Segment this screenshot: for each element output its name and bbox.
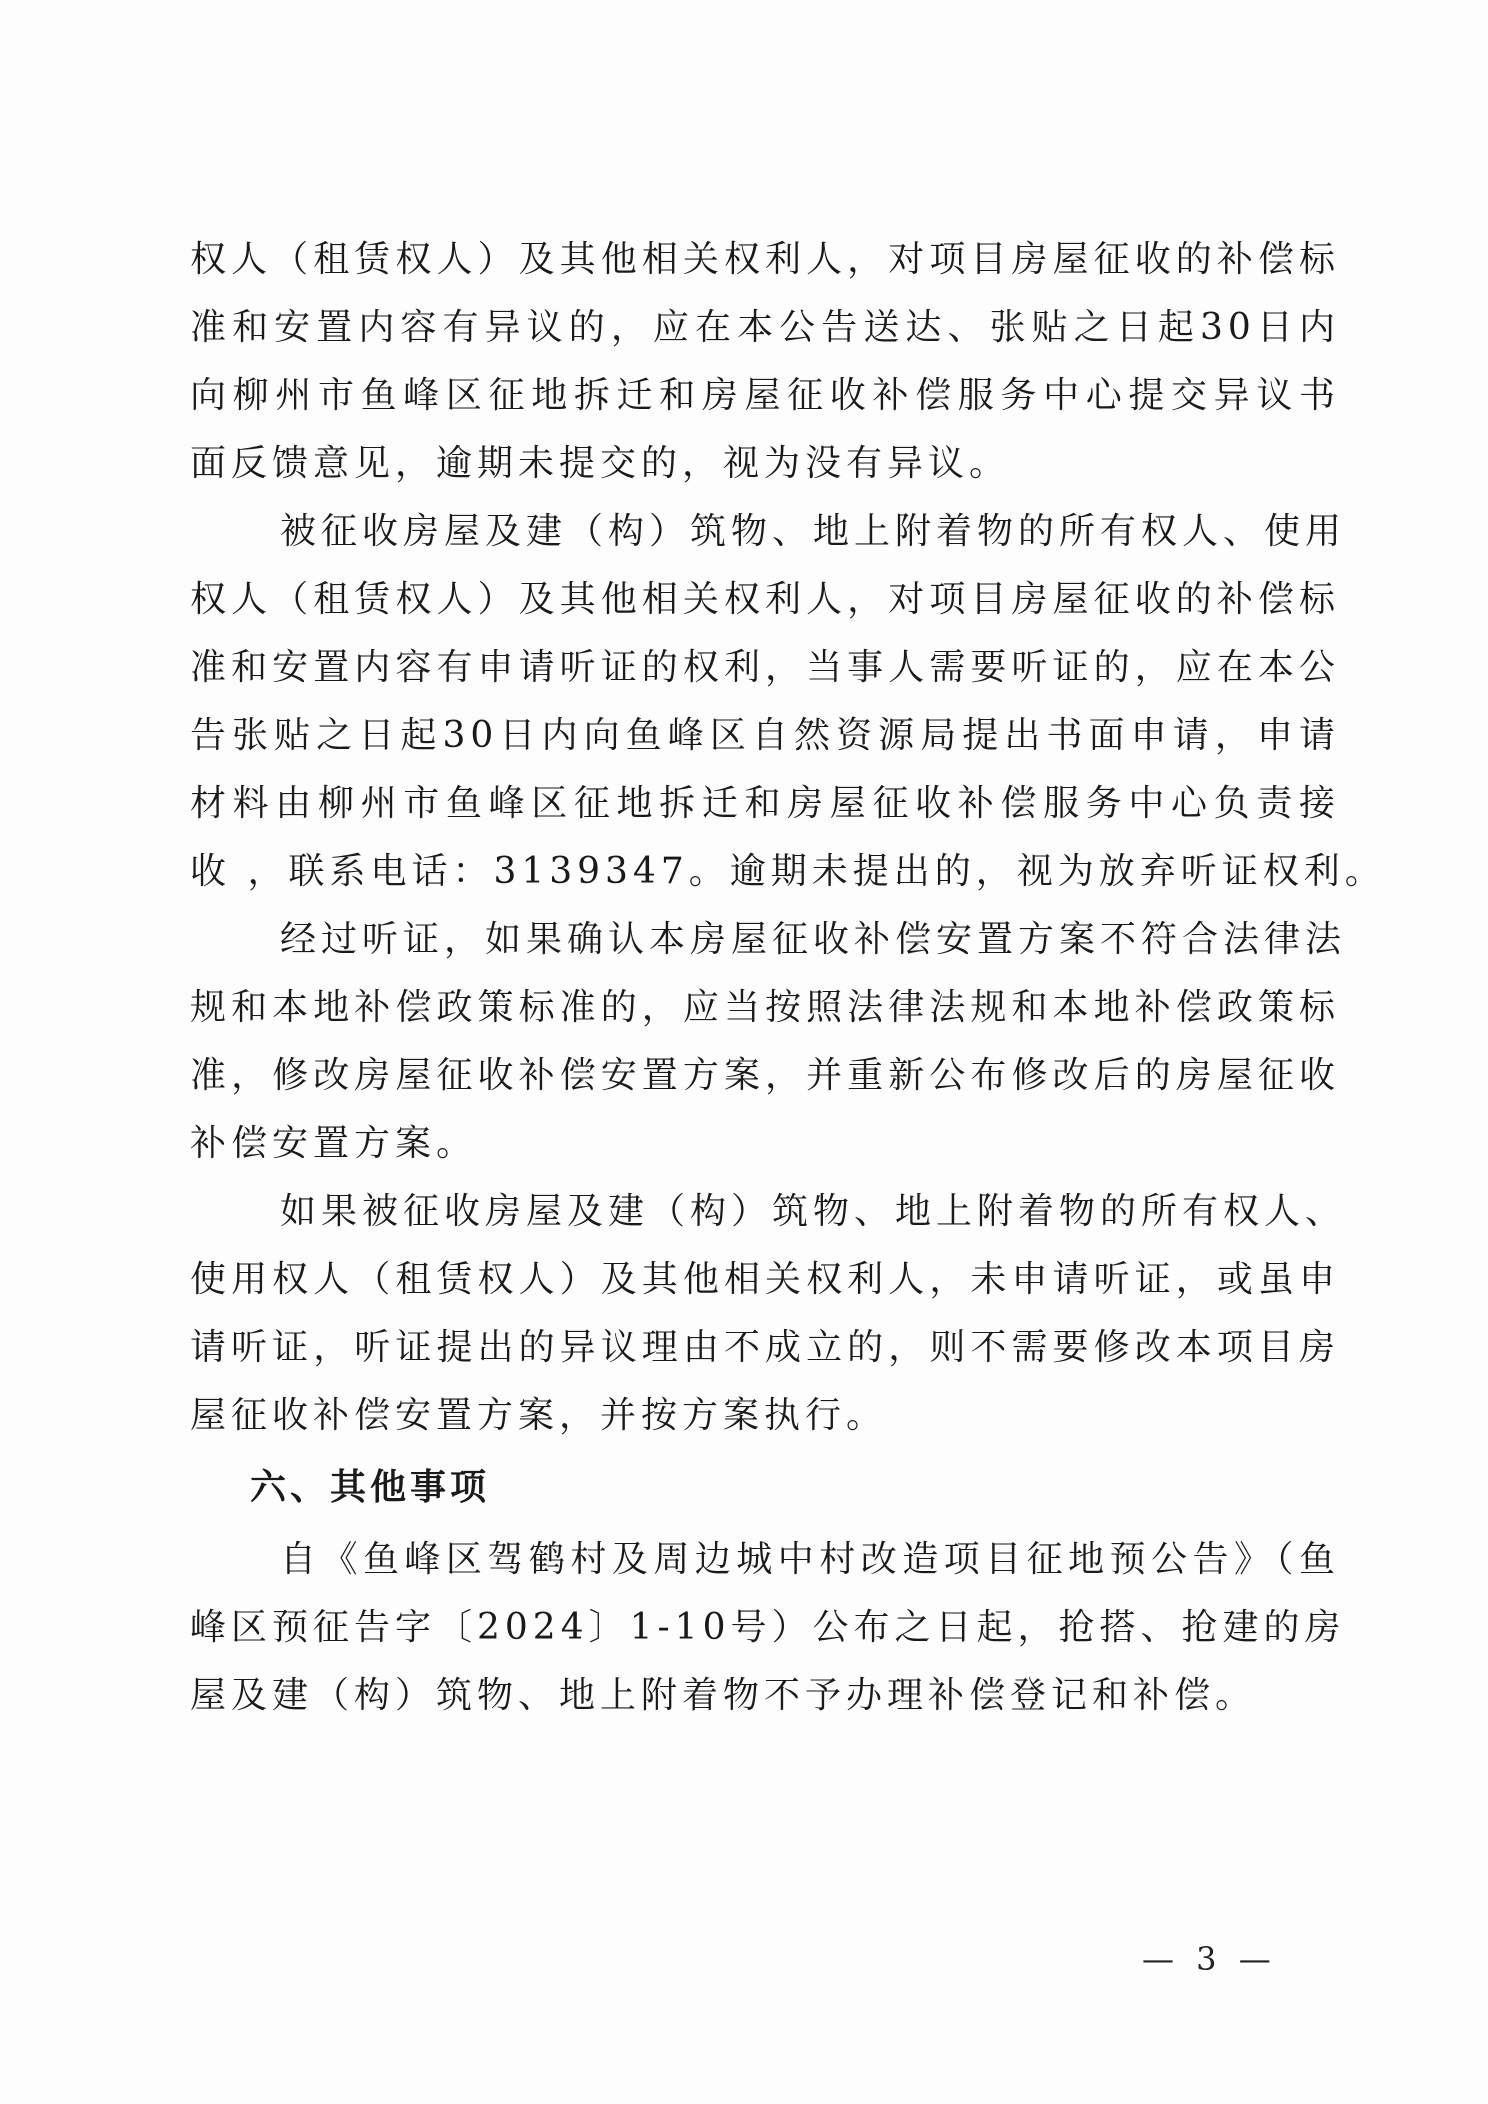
paragraph-after-hearing xyxy=(190,906,1347,1178)
text-line: 权人（租赁权人）及其他相关权利人，对项目房屋征收的补偿标 xyxy=(190,579,1340,620)
text-line: 被征收房屋及建（构）筑物、地上附着物的所有权人、使用 xyxy=(280,511,1347,552)
text-line: 峰区预征告字〔2024〕1-10号）公布之日起，抢搭、抢建的房 xyxy=(190,1607,1346,1648)
text-line: 自《鱼峰区驾鹤村及周边城中村改造项目征地预公告》（鱼 xyxy=(280,1539,1340,1580)
text-line: 请听证，听证提出的异议理由不成立的，则不需要修改本项目房 xyxy=(190,1327,1340,1368)
page-number: — 3 — xyxy=(1142,1940,1277,1978)
text-line: 屋征收补偿安置方案，并按方案执行。 xyxy=(190,1395,888,1436)
text-line: 准，修改房屋征收补偿安置方案，并重新公布修改后的房屋征收 xyxy=(190,1055,1340,1096)
text-line: 规和本地补偿政策标准的，应当按照法律法规和本地补偿政策标 xyxy=(190,987,1340,1028)
text-line: 告张贴之日起30日内向鱼峰区自然资源局提出书面申请，申请 xyxy=(190,715,1340,756)
paragraph-no-hearing xyxy=(190,1178,1347,1450)
text-line: 补偿安置方案。 xyxy=(190,1123,478,1164)
text-line: 使用权人（租赁权人）及其他相关权利人，未申请听证，或虽申 xyxy=(190,1259,1340,1300)
text-line: 准和安置内容有异议的，应在本公告送达、张贴之日起30日内 xyxy=(190,307,1340,348)
paragraph-hearing-right xyxy=(190,498,1386,906)
text-line: 权人（租赁权人）及其他相关权利人，对项目房屋征收的补偿标 xyxy=(190,239,1340,280)
text-line: 如果被征收房屋及建（构）筑物、地上附着物的所有权人、 xyxy=(280,1191,1347,1232)
text-line: 面反馈意见，逾期未提交的，视为没有异议。 xyxy=(190,443,1011,484)
document-body xyxy=(190,226,1386,1730)
text-line: 向柳州市鱼峰区征地拆迁和房屋征收补偿服务中心提交异议书 xyxy=(190,375,1340,416)
paragraph-other-matters xyxy=(190,1526,1346,1730)
text-line: 材料由柳州市鱼峰区征地拆迁和房屋征收补偿服务中心负责接 xyxy=(190,783,1340,824)
section-heading: 六、其他事项 xyxy=(250,1467,491,1508)
text-line: 收 ，联系电话：3139347。逾期未提出的，视为放弃听证权利。 xyxy=(190,851,1386,892)
text-line: 经过听证，如果确认本房屋征收补偿安置方案不符合法律法 xyxy=(280,919,1347,960)
text-line: 准和安置内容有申请听证的权利，当事人需要听证的，应在本公 xyxy=(190,647,1340,688)
text-line: 屋及建（构）筑物、地上附着物不予办理补偿登记和补偿。 xyxy=(190,1675,1257,1716)
paragraph-objection xyxy=(190,226,1340,498)
